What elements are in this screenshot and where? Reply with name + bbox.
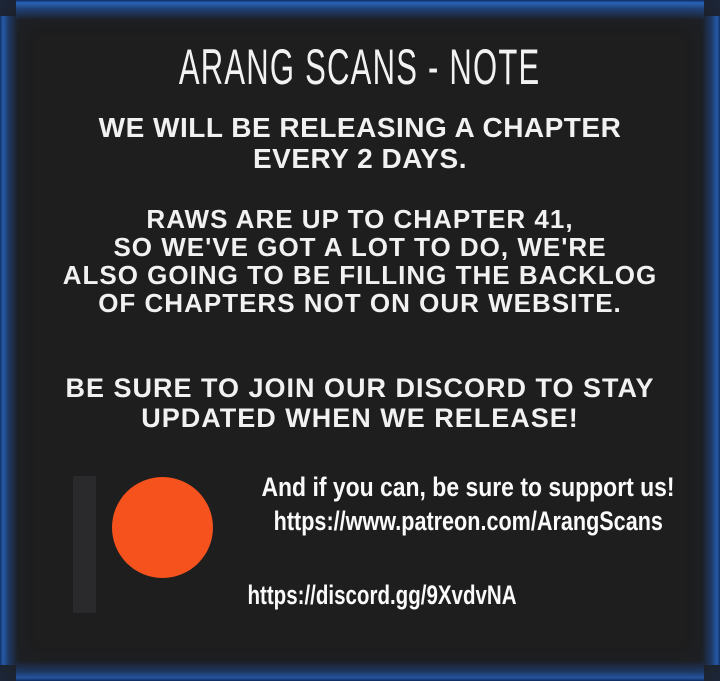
release-schedule-paragraph: [0, 112, 720, 174]
paragraph-line: BE SURE TO JOIN OUR DISCORD TO STAY: [65, 373, 655, 403]
patreon-link: https://www.patreon.com/ArangScans: [273, 506, 663, 536]
raws-backlog-paragraph: [0, 205, 720, 317]
patreon-icon-circle: [112, 477, 213, 578]
paragraph-line: WE WILL BE RELEASING A CHAPTER: [98, 112, 622, 143]
paragraph-line: OF CHAPTERS NOT ON OUR WEBSITE.: [98, 288, 622, 318]
discord-invite-paragraph: [0, 373, 720, 433]
support-message: And if you can, be sure to support us!: [261, 472, 675, 502]
discord-link: https://discord.gg/9XvdvNA: [247, 580, 517, 610]
page-title-text: ARANG SCANS - NOTE: [179, 39, 541, 95]
top-edge-glow: [16, 0, 704, 20]
paragraph-line: UPDATED WHEN WE RELEASE!: [141, 403, 579, 433]
support-block: [225, 470, 675, 538]
paragraph-line: EVERY 2 DAYS.: [252, 143, 467, 174]
page-title: [0, 38, 720, 96]
paragraph-line: SO WE'VE GOT A LOT TO DO, WE'RE: [113, 232, 607, 262]
bottom-edge-glow: [16, 661, 704, 681]
paragraph-line: ALSO GOING TO BE FILLING THE BACKLOG: [62, 260, 658, 290]
paragraph-line: RAWS ARE UP TO CHAPTER 41,: [146, 204, 574, 234]
